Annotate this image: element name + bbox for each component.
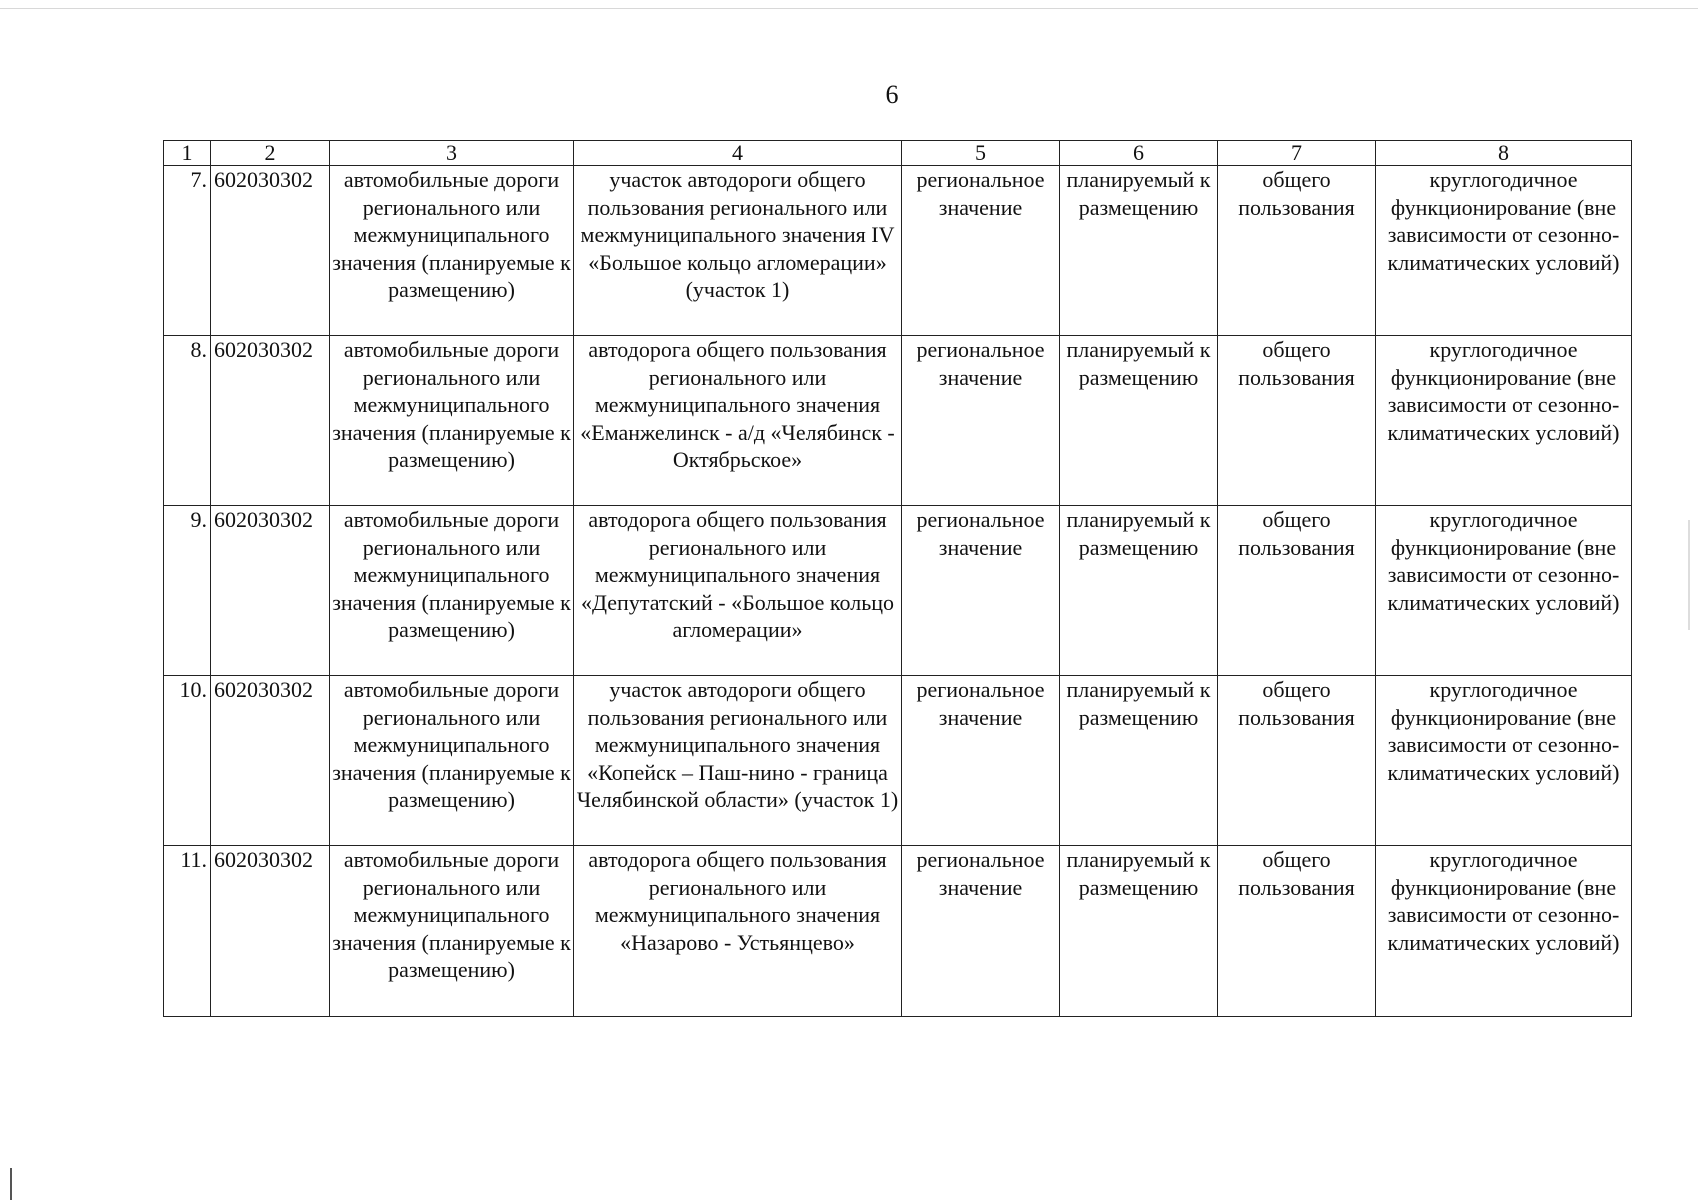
object-status: планируемый к размещению: [1060, 506, 1218, 676]
page-number: 6: [885, 80, 899, 109]
row-number: 10.: [164, 676, 211, 846]
column-header: 3: [330, 141, 574, 166]
object-operation: круглогодичное функционирование (вне зависимости от сезонно-климатических условий): [1376, 506, 1632, 676]
object-code: 602030302: [211, 336, 330, 506]
object-operation: круглогодичное функционирование (вне зависимости от сезонно-климатических условий): [1376, 676, 1632, 846]
object-usage: общего пользования: [1218, 166, 1376, 336]
scan-border-line: [0, 8, 1698, 9]
object-operation: круглогодичное функционирование (вне зависимости от сезонно-климатических условий): [1376, 846, 1632, 1017]
object-type: автомобильные дороги регионального или межмуниципального значения (планируемые к размещению): [330, 676, 574, 846]
table-row: [164, 676, 1632, 846]
object-code: 602030302: [211, 846, 330, 1017]
object-status: планируемый к размещению: [1060, 846, 1218, 1017]
table-row: [164, 166, 1632, 336]
object-usage: общего пользования: [1218, 506, 1376, 676]
table-row: [164, 506, 1632, 676]
column-header: 1: [164, 141, 211, 166]
column-header: 7: [1218, 141, 1376, 166]
object-type: автомобильные дороги регионального или межмуниципального значения (планируемые к размещению): [330, 336, 574, 506]
object-usage: общего пользования: [1218, 846, 1376, 1017]
column-header: 8: [1376, 141, 1632, 166]
column-header: 5: [902, 141, 1060, 166]
object-code: 602030302: [211, 506, 330, 676]
object-type: автомобильные дороги регионального или межмуниципального значения (планируемые к размещению): [330, 846, 574, 1017]
scan-margin-mark: [1688, 520, 1690, 630]
table-row: [164, 846, 1632, 1017]
object-name: автодорога общего пользования регионального или межмуниципального значения «Еманжелинск - а/д «Челябинск - Октябрьское»: [574, 336, 902, 506]
row-number: 8.: [164, 336, 211, 506]
object-significance: региональное значение: [902, 676, 1060, 846]
object-usage: общего пользования: [1218, 336, 1376, 506]
object-name: участок автодороги общего пользования регионального или межмуниципального значения IV «Большое кольцо агломерации» (участок 1): [574, 166, 902, 336]
row-number: 11.: [164, 846, 211, 1017]
object-operation: круглогодичное функционирование (вне зависимости от сезонно-климатических условий): [1376, 336, 1632, 506]
row-number: 7.: [164, 166, 211, 336]
column-header: 6: [1060, 141, 1218, 166]
object-status: планируемый к размещению: [1060, 166, 1218, 336]
object-status: планируемый к размещению: [1060, 676, 1218, 846]
object-status: планируемый к размещению: [1060, 336, 1218, 506]
table-row: [164, 336, 1632, 506]
object-name: участок автодороги общего пользования регионального или межмуниципального значения «Копейск – Паш-нино - граница Челябинской области» (участок 1): [574, 676, 902, 846]
object-name: автодорога общего пользования регионального или межмуниципального значения «Назарово - Устьянцево»: [574, 846, 902, 1017]
object-significance: региональное значение: [902, 166, 1060, 336]
object-usage: общего пользования: [1218, 676, 1376, 846]
object-type: автомобильные дороги регионального или межмуниципального значения (планируемые к размещению): [330, 166, 574, 336]
column-header: 2: [211, 141, 330, 166]
object-operation: круглогодичное функционирование (вне зависимости от сезонно-климатических условий): [1376, 166, 1632, 336]
object-significance: региональное значение: [902, 506, 1060, 676]
scan-margin-mark: [10, 1168, 12, 1200]
object-type: автомобильные дороги регионального или межмуниципального значения (планируемые к размещению): [330, 506, 574, 676]
row-number: 9.: [164, 506, 211, 676]
object-code: 602030302: [211, 676, 330, 846]
objects-table: [163, 140, 1632, 1017]
object-significance: региональное значение: [902, 336, 1060, 506]
object-significance: региональное значение: [902, 846, 1060, 1017]
object-name: автодорога общего пользования регионального или межмуниципального значения «Депутатский - «Большое кольцо агломерации»: [574, 506, 902, 676]
object-code: 602030302: [211, 166, 330, 336]
header-row: [164, 141, 1632, 166]
column-header: 4: [574, 141, 902, 166]
